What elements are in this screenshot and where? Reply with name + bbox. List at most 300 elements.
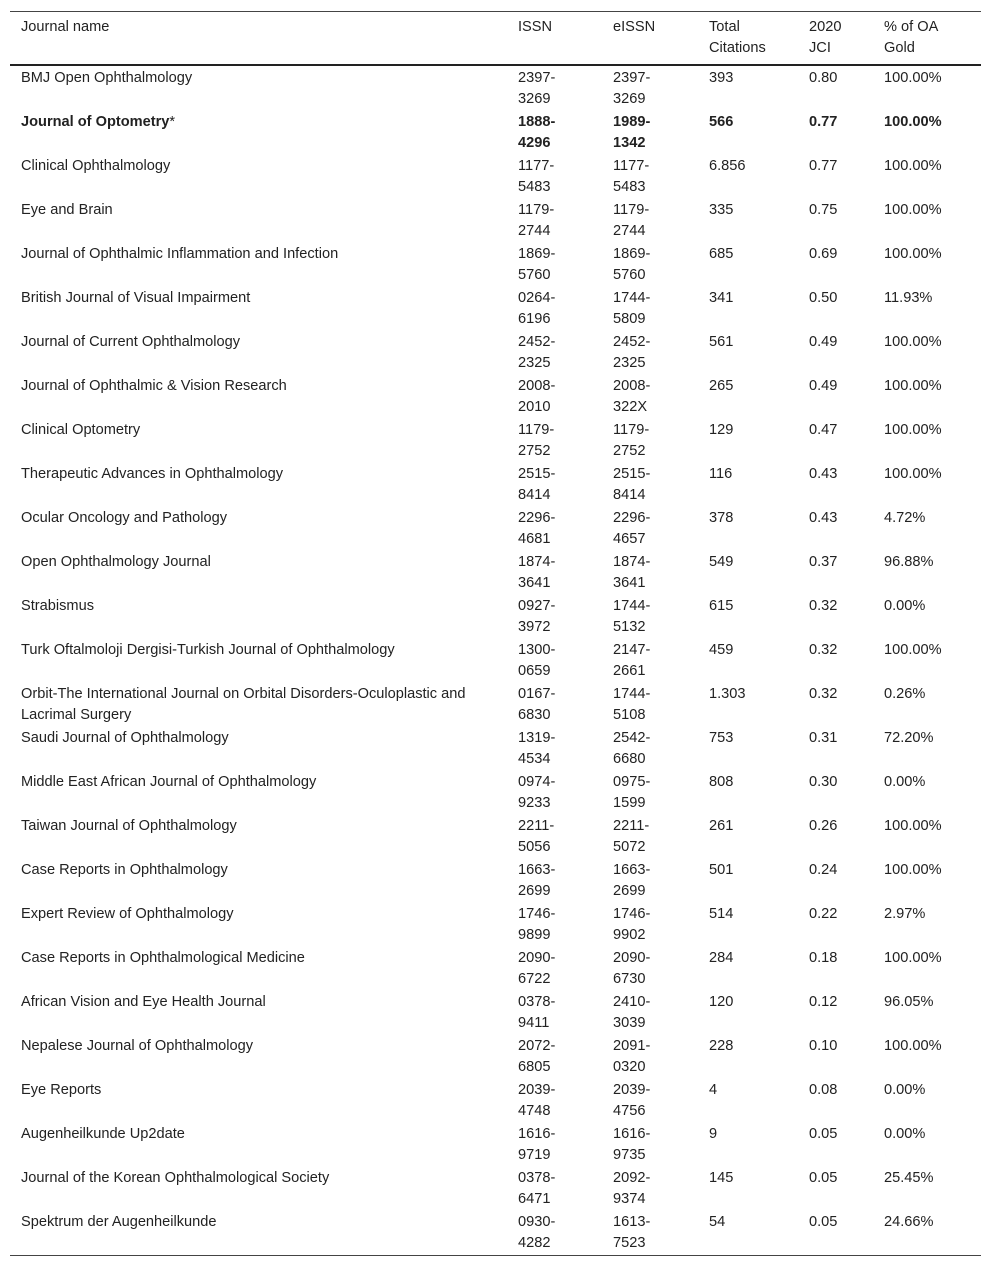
- journal-name-cell: [10, 683, 507, 727]
- issn-cell: [507, 595, 602, 639]
- issn-part: 0167-: [518, 686, 556, 702]
- total-citations-cell: 514: [709, 906, 734, 922]
- table-row: [10, 991, 981, 1035]
- jci-cell: 0.77: [809, 158, 838, 174]
- jci-cell: 0.37: [809, 554, 838, 570]
- jci-cell: 0.10: [809, 1038, 838, 1054]
- issn-part: 4534: [518, 751, 551, 767]
- journal-name-cell: [10, 903, 507, 947]
- jci-cell: 0.32: [809, 598, 838, 614]
- journal-name-cell: [10, 463, 507, 507]
- oa-gold-cell: 100.00%: [884, 70, 942, 86]
- eissn-cell: [602, 1123, 698, 1167]
- total-citations-cell: 54: [709, 1214, 726, 1230]
- issn-part: 2744: [518, 223, 551, 239]
- journal-name-cell: [10, 947, 507, 991]
- eissn-cell: [602, 903, 698, 947]
- issn-part: 2211-: [518, 818, 555, 834]
- eissn-part: 1663-: [613, 862, 651, 878]
- issn-part: 6471: [518, 1191, 551, 1207]
- jci-cell: 0.26: [809, 818, 838, 834]
- eissn-part: 5809: [613, 311, 646, 327]
- journal-name: Eye and Brain: [21, 202, 113, 218]
- issn-part: 2090-: [518, 950, 556, 966]
- journal-name: Ocular Oncology and Pathology: [21, 510, 228, 526]
- jci-cell: 0.47: [809, 422, 838, 438]
- eissn-cell: [602, 1079, 698, 1123]
- total-citations-cell: 393: [709, 70, 734, 86]
- oa-gold-cell: 24.66%: [884, 1214, 934, 1230]
- journal-name-cell: [10, 1079, 507, 1123]
- journal-name-cell: [10, 111, 507, 155]
- issn-cell: [507, 65, 602, 111]
- eissn-cell: [602, 287, 698, 331]
- issn-cell: [507, 815, 602, 859]
- eissn-part: 1744-: [613, 290, 651, 306]
- header-jci-line2: JCI: [809, 40, 831, 56]
- eissn-cell: [602, 727, 698, 771]
- jci-cell: 0.31: [809, 730, 838, 746]
- issn-part: 4296: [518, 135, 551, 151]
- journal-name: BMJ Open Ophthalmology: [21, 70, 193, 86]
- table-row: [10, 331, 981, 375]
- eissn-cell: [602, 331, 698, 375]
- issn-cell: [507, 683, 602, 727]
- issn-part: 0927-: [518, 598, 556, 614]
- table-row: [10, 595, 981, 639]
- table-row: [10, 859, 981, 903]
- eissn-part: 9374: [613, 1191, 646, 1207]
- table-header: [10, 12, 981, 65]
- eissn-part: 2325: [613, 355, 646, 371]
- table-row: [10, 507, 981, 551]
- table-row: [10, 1035, 981, 1079]
- journal-name-cell: [10, 507, 507, 551]
- journal-name: Augenheilkunde Up2date: [21, 1126, 185, 1142]
- header-total-citations: [698, 12, 798, 65]
- issn-part: 2452-: [518, 334, 556, 350]
- issn-part: 1869-: [518, 246, 556, 262]
- oa-gold-cell: 100.00%: [884, 1038, 942, 1054]
- eissn-cell: [602, 155, 698, 199]
- journal-name-cell: [10, 727, 507, 771]
- issn-part: 9411: [518, 1015, 550, 1031]
- journal-name-cell: [10, 1123, 507, 1167]
- issn-cell: [507, 639, 602, 683]
- issn-cell: [507, 1035, 602, 1079]
- issn-part: 1746-: [518, 906, 556, 922]
- eissn-part: 2699: [613, 883, 646, 899]
- eissn-cell: [602, 199, 698, 243]
- oa-gold-cell: 100.00%: [884, 378, 942, 394]
- journal-name: Case Reports in Ophthalmology: [21, 862, 228, 878]
- total-citations-cell: 685: [709, 246, 734, 262]
- eissn-part: 2296-: [613, 510, 651, 526]
- journal-name-cell: [10, 65, 507, 111]
- journal-name: African Vision and Eye Health Journal: [21, 994, 266, 1010]
- table-row: [10, 155, 981, 199]
- issn-part: 6805: [518, 1059, 551, 1075]
- journal-name: Journal of Optometry: [21, 114, 170, 130]
- issn-part: 5483: [518, 179, 551, 195]
- jci-cell: 0.05: [809, 1126, 838, 1142]
- issn-cell: [507, 991, 602, 1035]
- journal-name: British Journal of Visual Impairment: [21, 290, 251, 306]
- table-row: [10, 65, 981, 111]
- eissn-part: 5108: [613, 707, 646, 723]
- issn-part: 1663-: [518, 862, 556, 878]
- eissn-part: 0320: [613, 1059, 646, 1075]
- journal-name-cell: [10, 771, 507, 815]
- eissn-part: 6680: [613, 751, 646, 767]
- table-row: [10, 639, 981, 683]
- journal-name-cell: [10, 595, 507, 639]
- eissn-part: 1989-: [613, 114, 651, 130]
- table-row: [10, 199, 981, 243]
- issn-part: 2397-: [518, 70, 556, 86]
- journal-name: Case Reports in Ophthalmological Medicine: [21, 950, 305, 966]
- issn-cell: [507, 419, 602, 463]
- eissn-part: 1599: [613, 795, 646, 811]
- journal-name: Journal of Ophthalmic & Vision Research: [21, 378, 287, 394]
- jci-cell: 0.49: [809, 378, 838, 394]
- issn-part: 4282: [518, 1235, 551, 1251]
- issn-part: 2008-: [518, 378, 556, 394]
- eissn-cell: [602, 1211, 698, 1255]
- oa-gold-cell: 96.88%: [884, 554, 934, 570]
- jci-cell: 0.49: [809, 334, 838, 350]
- journal-name-cell: [10, 199, 507, 243]
- oa-gold-cell: 100.00%: [884, 202, 942, 218]
- eissn-part: 2091-: [613, 1038, 651, 1054]
- total-citations-cell: 284: [709, 950, 734, 966]
- issn-part: 4748: [518, 1103, 551, 1119]
- issn-part: 6196: [518, 311, 551, 327]
- header-journal-name: Journal name: [10, 12, 507, 65]
- issn-cell: [507, 1123, 602, 1167]
- eissn-cell: [602, 683, 698, 727]
- eissn-part: 2092-: [613, 1170, 651, 1186]
- total-citations-cell: 459: [709, 642, 734, 658]
- issn-part: 2296-: [518, 510, 556, 526]
- total-citations-cell: 501: [709, 862, 734, 878]
- total-citations-cell: 808: [709, 774, 734, 790]
- eissn-part: 8414: [613, 487, 646, 503]
- journal-name-cell: [10, 815, 507, 859]
- total-citations-cell: 120: [709, 994, 734, 1010]
- issn-cell: [507, 331, 602, 375]
- table-row: [10, 243, 981, 287]
- oa-gold-cell: 100.00%: [884, 818, 942, 834]
- total-citations-cell: 1.303: [709, 686, 746, 702]
- eissn-cell: [602, 947, 698, 991]
- oa-gold-cell: 100.00%: [884, 466, 942, 482]
- journal-name: Taiwan Journal of Ophthalmology: [21, 818, 237, 834]
- table-row: [10, 287, 981, 331]
- total-citations-cell: 129: [709, 422, 734, 438]
- eissn-cell: [602, 859, 698, 903]
- journal-name-cell: [10, 287, 507, 331]
- oa-gold-cell: 100.00%: [884, 246, 942, 262]
- oa-gold-cell: 96.05%: [884, 994, 934, 1010]
- eissn-cell: [602, 771, 698, 815]
- eissn-part: 5132: [613, 619, 646, 635]
- eissn-part: 1744-: [613, 598, 651, 614]
- oa-gold-cell: 100.00%: [884, 642, 942, 658]
- total-citations-cell: 341: [709, 290, 734, 306]
- eissn-part: 5760: [613, 267, 646, 283]
- issn-part: 2325: [518, 355, 551, 371]
- eissn-cell: [602, 111, 698, 155]
- eissn-part: 2397-: [613, 70, 651, 86]
- header-issn: ISSN: [507, 12, 602, 65]
- eissn-part: 2211-: [613, 818, 650, 834]
- jci-cell: 0.80: [809, 70, 838, 86]
- oa-gold-cell: 0.00%: [884, 1082, 926, 1098]
- total-citations-cell: 6.856: [709, 158, 746, 174]
- issn-cell: [507, 1079, 602, 1123]
- issn-part: 9899: [518, 927, 551, 943]
- issn-cell: [507, 507, 602, 551]
- issn-part: 0930-: [518, 1214, 556, 1230]
- journal-name: Clinical Ophthalmology: [21, 158, 171, 174]
- oa-gold-cell: 0.00%: [884, 598, 926, 614]
- eissn-part: 9735: [613, 1147, 646, 1163]
- table-row: [10, 375, 981, 419]
- total-citations-cell: 566: [709, 114, 734, 130]
- oa-gold-cell: 100.00%: [884, 422, 942, 438]
- issn-part: 0378-: [518, 1170, 556, 1186]
- issn-cell: [507, 111, 602, 155]
- journal-name: Expert Review of Ophthalmology: [21, 906, 234, 922]
- issn-cell: [507, 155, 602, 199]
- journal-name: Eye Reports: [21, 1082, 102, 1098]
- jci-cell: 0.08: [809, 1082, 838, 1098]
- journal-name: Turk Oftalmoloji Dergisi-Turkish Journal of Ophthalmology: [21, 642, 395, 658]
- journal-name-cell: [10, 331, 507, 375]
- journal-name-cell: [10, 551, 507, 595]
- total-citations-cell: 378: [709, 510, 734, 526]
- issn-part: 1319-: [518, 730, 556, 746]
- eissn-part: 3641: [613, 575, 646, 591]
- issn-part: 2752: [518, 443, 551, 459]
- header-eissn: eISSN: [602, 12, 698, 65]
- issn-part: 1874-: [518, 554, 556, 570]
- eissn-cell: [602, 1035, 698, 1079]
- jci-cell: 0.43: [809, 466, 838, 482]
- eissn-part: 2515-: [613, 466, 651, 482]
- issn-part: 5760: [518, 267, 551, 283]
- eissn-cell: [602, 65, 698, 111]
- total-citations-cell: 561: [709, 334, 734, 350]
- header-total-citations-line2: Citations: [709, 40, 766, 56]
- issn-part: 2699: [518, 883, 551, 899]
- eissn-cell: [602, 375, 698, 419]
- total-citations-cell: 9: [709, 1126, 718, 1142]
- eissn-part: 2008-: [613, 378, 651, 394]
- issn-cell: [507, 199, 602, 243]
- jci-cell: 0.05: [809, 1170, 838, 1186]
- journal-table-container: [10, 11, 981, 1256]
- issn-part: 3641: [518, 575, 551, 591]
- journal-name: Nepalese Journal of Ophthalmology: [21, 1038, 254, 1054]
- eissn-part: 2744: [613, 223, 646, 239]
- journal-name: Middle East African Journal of Ophthalmology: [21, 774, 317, 790]
- issn-part: 9719: [518, 1147, 551, 1163]
- oa-gold-cell: 0.26%: [884, 686, 926, 702]
- jci-cell: 0.50: [809, 290, 838, 306]
- jci-cell: 0.69: [809, 246, 838, 262]
- journal-name: Therapeutic Advances in Ophthalmology: [21, 466, 284, 482]
- issn-cell: [507, 287, 602, 331]
- eissn-cell: [602, 639, 698, 683]
- eissn-cell: [602, 1167, 698, 1211]
- table-row: [10, 1123, 981, 1167]
- eissn-part: 2661: [613, 663, 646, 679]
- oa-gold-cell: 11.93%: [884, 290, 933, 306]
- oa-gold-cell: 100.00%: [884, 114, 942, 130]
- jci-cell: 0.05: [809, 1214, 838, 1230]
- issn-part: 2072-: [518, 1038, 556, 1054]
- eissn-part: 1869-: [613, 246, 651, 262]
- total-citations-cell: 335: [709, 202, 734, 218]
- issn-part: 2039-: [518, 1082, 556, 1098]
- jci-cell: 0.43: [809, 510, 838, 526]
- table-body: [10, 65, 981, 1255]
- issn-part: 1616-: [518, 1126, 556, 1142]
- footnote-marker: *: [169, 114, 176, 130]
- journal-name: Journal of Current Ophthalmology: [21, 334, 241, 350]
- eissn-cell: [602, 463, 698, 507]
- issn-part: 0378-: [518, 994, 556, 1010]
- issn-part: 4681: [518, 531, 551, 547]
- total-citations-cell: 753: [709, 730, 734, 746]
- issn-part: 3269: [518, 91, 551, 107]
- issn-cell: [507, 947, 602, 991]
- total-citations-cell: 4: [709, 1082, 718, 1098]
- header-jci-line1: 2020: [809, 19, 842, 35]
- table-row: [10, 903, 981, 947]
- eissn-part: 2542-: [613, 730, 651, 746]
- eissn-part: 2147-: [613, 642, 651, 658]
- eissn-part: 4756: [613, 1103, 646, 1119]
- eissn-cell: [602, 595, 698, 639]
- table-row: [10, 947, 981, 991]
- issn-part: 1300-: [518, 642, 556, 658]
- total-citations-cell: 549: [709, 554, 734, 570]
- issn-cell: [507, 771, 602, 815]
- journal-name-cell: [10, 419, 507, 463]
- journal-name: Spektrum der Augenheilkunde: [21, 1214, 217, 1230]
- eissn-part: 2090-: [613, 950, 651, 966]
- table-row: [10, 771, 981, 815]
- table-row: [10, 683, 981, 727]
- eissn-part: 1746-: [613, 906, 651, 922]
- journal-name: Clinical Optometry: [21, 422, 141, 438]
- total-citations-cell: 116: [709, 466, 733, 482]
- eissn-part: 1342: [613, 135, 646, 151]
- jci-cell: 0.32: [809, 686, 838, 702]
- jci-cell: 0.22: [809, 906, 838, 922]
- issn-part: 0659: [518, 663, 551, 679]
- total-citations-cell: 265: [709, 378, 734, 394]
- total-citations-cell: 261: [709, 818, 734, 834]
- eissn-part: 7523: [613, 1235, 646, 1251]
- jci-cell: 0.24: [809, 862, 838, 878]
- issn-part: 1179-: [518, 202, 555, 218]
- oa-gold-cell: 0.00%: [884, 774, 926, 790]
- oa-gold-cell: 100.00%: [884, 862, 942, 878]
- journal-name: Saudi Journal of Ophthalmology: [21, 730, 229, 746]
- issn-cell: [507, 243, 602, 287]
- eissn-part: 322X: [613, 399, 648, 415]
- issn-part: 8414: [518, 487, 551, 503]
- oa-gold-cell: 100.00%: [884, 950, 942, 966]
- journal-name-cell: [10, 1211, 507, 1255]
- journal-name: Strabismus: [21, 598, 94, 614]
- oa-gold-cell: 2.97%: [884, 906, 926, 922]
- table-row: [10, 419, 981, 463]
- table-row: [10, 463, 981, 507]
- header-oa-gold: [873, 12, 981, 65]
- eissn-part: 1874-: [613, 554, 651, 570]
- issn-part: 1177-: [518, 158, 555, 174]
- eissn-part: 6730: [613, 971, 646, 987]
- issn-cell: [507, 1211, 602, 1255]
- header-oa-gold-line2: Gold: [884, 40, 915, 56]
- jci-cell: 0.77: [809, 114, 838, 130]
- eissn-cell: [602, 815, 698, 859]
- issn-cell: [507, 375, 602, 419]
- issn-part: 2010: [518, 399, 551, 415]
- eissn-part: 1179-: [613, 422, 650, 438]
- table-row: [10, 727, 981, 771]
- eissn-part: 0975-: [613, 774, 651, 790]
- header-oa-gold-line1: % of OA: [884, 19, 939, 35]
- eissn-cell: [602, 507, 698, 551]
- table-row: [10, 551, 981, 595]
- oa-gold-cell: 4.72%: [884, 510, 926, 526]
- eissn-part: 1177-: [613, 158, 650, 174]
- oa-gold-cell: 72.20%: [884, 730, 934, 746]
- eissn-part: 3269: [613, 91, 646, 107]
- eissn-cell: [602, 243, 698, 287]
- journal-name: Open Ophthalmology Journal: [21, 554, 211, 570]
- issn-part: 5056: [518, 839, 551, 855]
- jci-cell: 0.12: [809, 994, 838, 1010]
- eissn-part: 1616-: [613, 1126, 651, 1142]
- issn-cell: [507, 463, 602, 507]
- journal-name-cell: [10, 859, 507, 903]
- eissn-part: 1613-: [613, 1214, 651, 1230]
- eissn-part: 1179-: [613, 202, 650, 218]
- journal-table: [10, 12, 981, 1255]
- header-jci: [798, 12, 873, 65]
- oa-gold-cell: 100.00%: [884, 158, 942, 174]
- issn-cell: [507, 1167, 602, 1211]
- issn-part: 0264-: [518, 290, 556, 306]
- eissn-part: 5483: [613, 179, 646, 195]
- total-citations-cell: 228: [709, 1038, 734, 1054]
- eissn-cell: [602, 551, 698, 595]
- eissn-part: 4657: [613, 531, 646, 547]
- journal-name-cell: [10, 155, 507, 199]
- journal-name-cell: [10, 243, 507, 287]
- issn-part: 6722: [518, 971, 551, 987]
- journal-name-cell: [10, 375, 507, 419]
- issn-part: 9233: [518, 795, 551, 811]
- oa-gold-cell: 100.00%: [884, 334, 942, 350]
